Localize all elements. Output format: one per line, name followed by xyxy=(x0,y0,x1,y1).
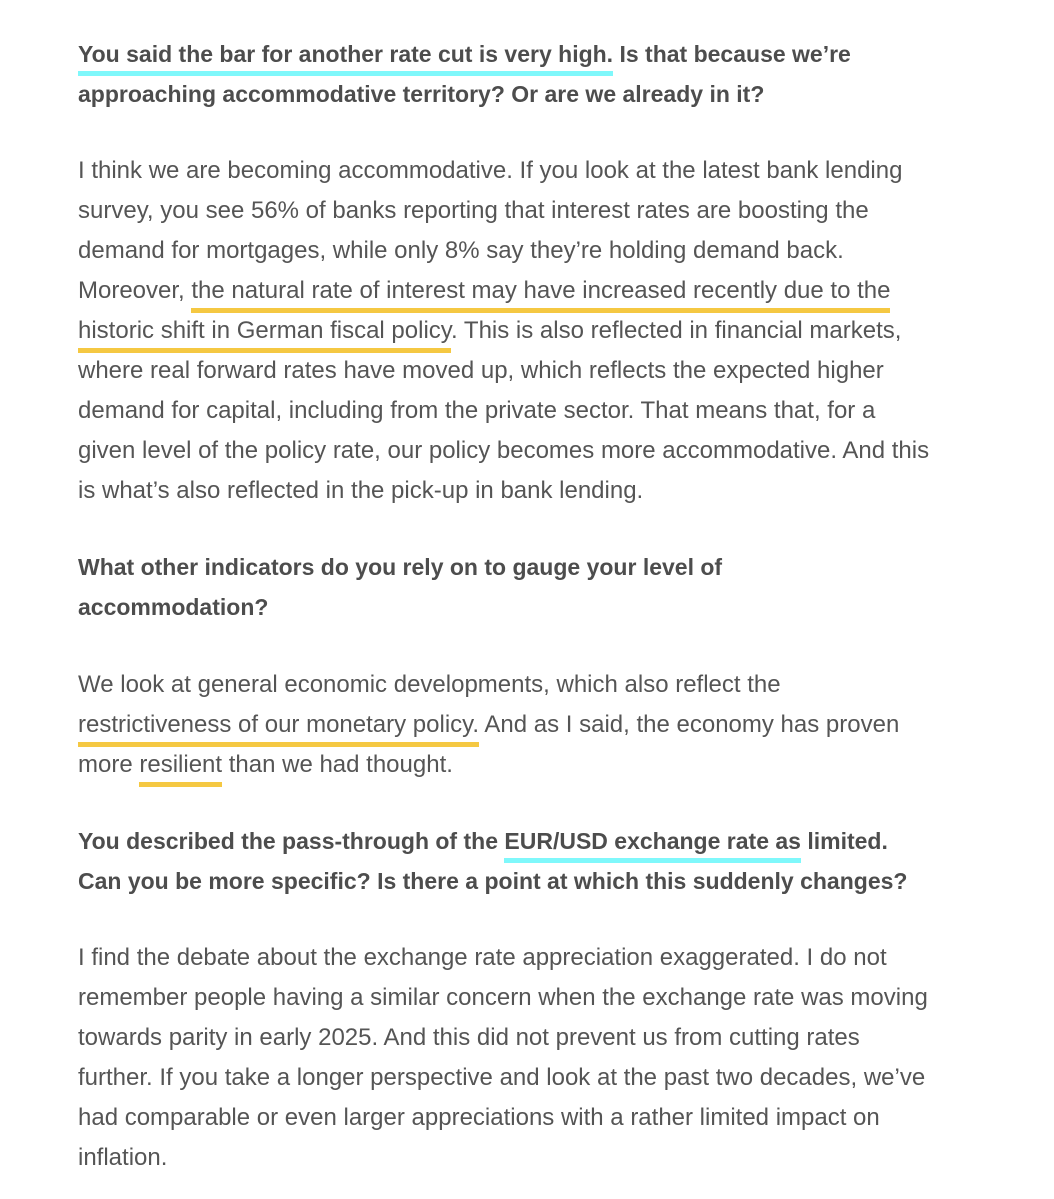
interview-answer xyxy=(78,665,899,785)
text-segment: is what’s also reflected in the pick-up in bank lending. xyxy=(78,477,644,504)
text-line xyxy=(78,74,851,114)
highlighted-text: the natural rate of interest may have increased recently due to the xyxy=(191,277,890,313)
text-segment: given level of the policy rate, our policy becomes more accommodative. And this xyxy=(78,437,930,464)
text-segment: accommodation? xyxy=(78,594,269,620)
text-line xyxy=(78,861,907,901)
text-segment: inflation. xyxy=(78,1144,168,1171)
text-segment: You described the pass-through of the xyxy=(78,828,505,854)
text-line xyxy=(78,1098,928,1138)
text-line xyxy=(78,938,928,978)
text-segment: Moreover, xyxy=(78,277,192,304)
text-segment: than we had thought. xyxy=(222,751,453,778)
text-segment: survey, you see 56% of banks reporting that interest rates are boosting the xyxy=(78,197,869,224)
highlighted-text: You said the bar for another rate cut is very high. xyxy=(78,41,613,76)
text-segment: further. If you take a longer perspective and look at the past two decades, we’ve xyxy=(78,1064,926,1091)
text-segment: demand for mortgages, while only 8% say they’re holding demand back. xyxy=(78,237,844,264)
text-segment: demand for capital, including from the private sector. That means that, for a xyxy=(78,397,876,424)
interview-question xyxy=(78,34,851,114)
text-line xyxy=(78,311,929,351)
text-line xyxy=(78,665,899,705)
text-line xyxy=(78,1138,928,1178)
text-segment: remember people having a similar concern when the exchange rate was moving xyxy=(78,984,928,1011)
text-segment: And as I said, the economy has proven xyxy=(479,711,900,738)
text-line xyxy=(78,471,929,511)
text-segment: I think we are becoming accommodative. If you look at the latest bank lending xyxy=(78,157,903,184)
text-segment: towards parity in early 2025. And this did not prevent us from cutting rates xyxy=(78,1024,860,1051)
text-line xyxy=(78,1018,928,1058)
interview-answer xyxy=(78,938,928,1178)
text-line xyxy=(78,391,929,431)
interview-answer xyxy=(78,151,929,511)
text-line xyxy=(78,34,851,74)
interview-question xyxy=(78,821,907,901)
text-line xyxy=(78,271,929,311)
text-segment: What other indicators do you rely on to gauge your level of xyxy=(78,554,723,580)
text-line xyxy=(78,1058,928,1098)
text-line xyxy=(78,705,899,745)
text-segment: limited. xyxy=(800,828,888,854)
highlighted-text: resilient xyxy=(139,751,222,787)
text-segment: had comparable or even larger appreciations with a rather limited impact on xyxy=(78,1104,880,1131)
text-segment: I find the debate about the exchange rate appreciation exaggerated. I do not xyxy=(78,944,887,971)
text-line xyxy=(78,351,929,391)
highlighted-text: historic shift in German fiscal policy xyxy=(78,317,451,353)
interview-question xyxy=(78,547,722,627)
highlighted-text: EUR/USD exchange rate as xyxy=(504,828,801,863)
text-line xyxy=(78,431,929,471)
text-line xyxy=(78,587,722,627)
text-segment: We look at general economic developments, which also reflect the xyxy=(78,671,781,698)
text-segment: . This is also reflected in financial markets, xyxy=(451,317,902,344)
text-line xyxy=(78,978,928,1018)
text-segment: where real forward rates have moved up, which reflects the expected higher xyxy=(78,357,884,384)
text-segment: approaching accommodative territory? Or are we already in it? xyxy=(78,81,765,107)
text-segment: Can you be more specific? Is there a point at which this suddenly changes? xyxy=(78,868,908,894)
text-line xyxy=(78,191,929,231)
text-segment: Is that because we’re xyxy=(613,41,851,67)
highlighted-text: restrictiveness of our monetary policy. xyxy=(78,711,479,747)
text-line xyxy=(78,231,929,271)
text-line xyxy=(78,745,899,785)
text-segment: more xyxy=(78,751,140,778)
text-line xyxy=(78,821,907,861)
text-line xyxy=(78,547,722,587)
text-line xyxy=(78,151,929,191)
